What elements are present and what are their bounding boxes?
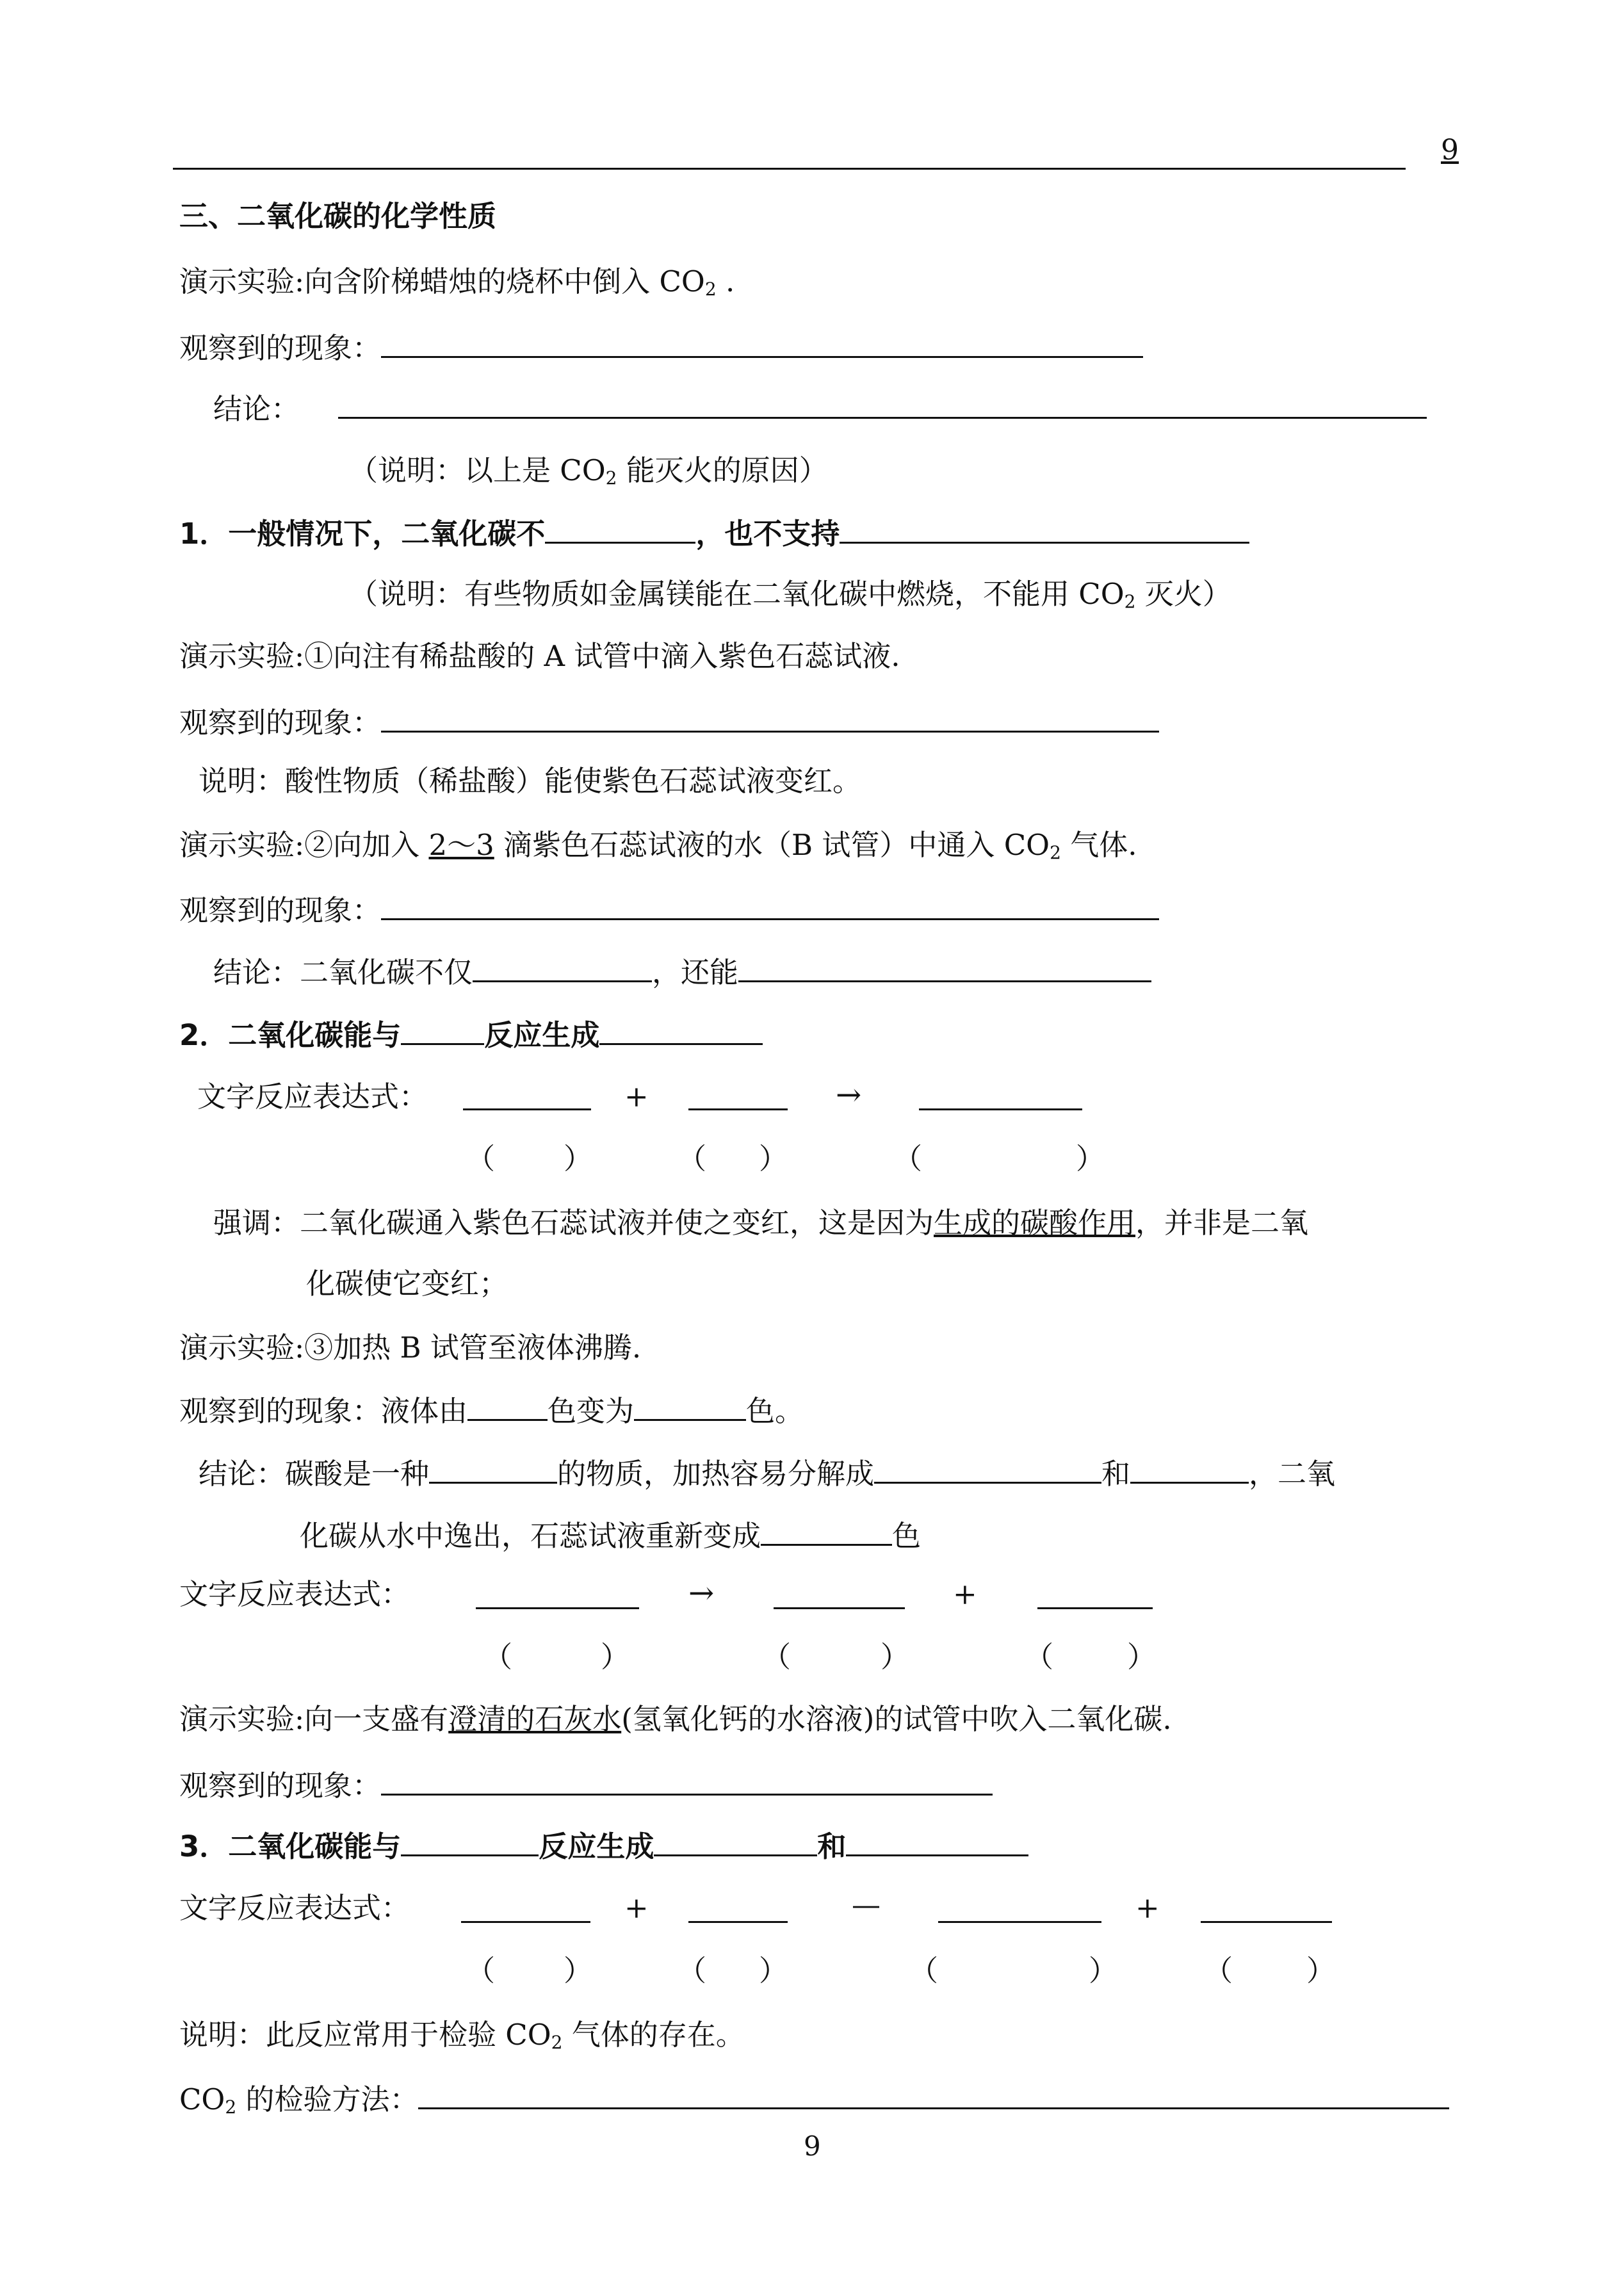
equation-blank[interactable] xyxy=(463,1108,591,1110)
answer-blank[interactable] xyxy=(467,1390,548,1421)
word-equation-label-3: 文字反应表达式： xyxy=(179,1891,410,1925)
note-1: （说明：以上是 $CO_2$ 能灭火的原因） xyxy=(349,453,828,489)
formula-paren-close: ） xyxy=(881,1640,910,1674)
observation-line-1: 观察到的现象： xyxy=(179,327,1143,368)
emphasis-line-2: 化碳使它变红； xyxy=(306,1267,508,1301)
conclusion-line-2: 结论：二氧化碳不仅 ，还能 xyxy=(213,951,1151,992)
formula-paren-open: （ xyxy=(678,1142,707,1176)
reaction-arrow: → xyxy=(836,1077,862,1113)
answer-blank[interactable] xyxy=(473,951,652,982)
answer-blank[interactable] xyxy=(1130,1452,1249,1484)
header-page-number: 9 xyxy=(1441,134,1459,166)
answer-blank[interactable] xyxy=(874,1452,1101,1484)
answer-blank[interactable] xyxy=(429,1452,557,1484)
observation-line-3: 观察到的现象： xyxy=(179,889,1159,930)
item-1: 1．一般情况下，二氧化碳不 ，也不支持 xyxy=(179,512,1249,553)
answer-blank[interactable] xyxy=(840,512,1249,544)
demo-experiment-2: 演示实验:①向注有稀盐酸的 A 试管中滴入紫色石蕊试液. xyxy=(179,639,900,673)
co2-test-method: $CO_2$ 的检验方法： xyxy=(179,2078,1449,2127)
formula-paren-open: （ xyxy=(893,1142,923,1176)
demo-experiment-1: 演示实验:向含阶梯蜡烛的烧杯中倒入 $CO_2$ . xyxy=(179,264,735,300)
answer-blank[interactable] xyxy=(761,1514,892,1546)
demo-experiment-5: 演示实验:向一支盛有澄清的石灰水(氢氧化钙的水溶液)的试管中吹入二氧化碳. xyxy=(179,1702,1172,1736)
plus-sign: + xyxy=(1135,1891,1160,1925)
formula-paren-open: （ xyxy=(909,1954,939,1988)
answer-blank[interactable] xyxy=(381,889,1159,920)
observation-line-2: 观察到的现象： xyxy=(179,701,1159,742)
reaction-arrow: → xyxy=(688,1575,715,1611)
answer-blank[interactable] xyxy=(634,1390,746,1421)
note-2: （说明：有些物质如金属镁能在二氧化碳中燃烧，不能用 $CO_2$ 灭火） xyxy=(349,577,1231,612)
equation-blank[interactable] xyxy=(461,1921,590,1923)
demo-experiment-4: 演示实验:③加热 B 试管至液体沸腾. xyxy=(179,1331,642,1365)
equation-blank[interactable] xyxy=(688,1921,788,1923)
conclusion-line-1: 结论： xyxy=(213,387,1427,428)
formula-paren-close: ） xyxy=(601,1640,630,1674)
answer-blank[interactable] xyxy=(545,512,695,544)
answer-blank[interactable] xyxy=(418,2078,1449,2109)
equation-blank[interactable] xyxy=(774,1607,905,1609)
note-4: 说明：此反应常用于检验 $CO_2$ 气体的存在。 xyxy=(179,2018,745,2053)
formula-paren-close: ） xyxy=(1076,1142,1105,1176)
word-equation-label-1: 文字反应表达式： xyxy=(197,1080,428,1114)
formula-paren-open: （ xyxy=(1204,1954,1233,1988)
reaction-dash: — xyxy=(852,1888,881,1922)
item-2: 2．二氧化碳能与 反应生成 xyxy=(179,1014,763,1055)
formula-paren-close: ） xyxy=(1306,1954,1336,1988)
formula-paren-close: ） xyxy=(1089,1954,1118,1988)
answer-blank[interactable] xyxy=(599,1014,763,1045)
answer-blank[interactable] xyxy=(381,701,1159,733)
section-title: 三、二氧化碳的化学性质 xyxy=(179,199,497,233)
formula-paren-close: ） xyxy=(759,1954,788,1988)
conclusion-line-3b: 化碳从水中逸出，石蕊试液重新变成 色 xyxy=(300,1514,921,1555)
note-3: 说明：酸性物质（稀盐酸）能使紫色石蕊试液变红。 xyxy=(199,764,862,798)
answer-blank[interactable] xyxy=(738,951,1151,982)
conclusion-line-3: 结论：碳酸是一种 的物质，加热容易分解成 和 ，二氧 xyxy=(199,1452,1335,1493)
equation-blank[interactable] xyxy=(1037,1607,1153,1609)
answer-blank[interactable] xyxy=(381,327,1143,358)
plus-sign: + xyxy=(624,1080,649,1114)
formula-paren-open: （ xyxy=(1025,1640,1054,1674)
formula-paren-open: （ xyxy=(762,1640,792,1674)
observation-line-4: 观察到的现象：液体由 色变为 色。 xyxy=(179,1390,804,1431)
formula-paren-open: （ xyxy=(483,1640,513,1674)
answer-blank[interactable] xyxy=(401,1014,484,1045)
demo-experiment-3: 演示实验:②向加入 2～3 滴紫色石蕊试液的水（B 试管）中通入 $CO_2$ 气体. xyxy=(179,828,1137,863)
formula-paren-close: ） xyxy=(1127,1640,1157,1674)
word-equation-label-2: 文字反应表达式： xyxy=(179,1577,410,1611)
formula-paren-open: （ xyxy=(678,1954,707,1988)
formula-paren-open: （ xyxy=(466,1142,496,1176)
answer-blank[interactable] xyxy=(381,1764,993,1796)
header-rule xyxy=(173,168,1406,170)
plus-sign: + xyxy=(953,1577,977,1611)
answer-blank[interactable] xyxy=(338,387,1427,419)
footer-page-number: 9 xyxy=(804,2130,821,2162)
formula-paren-close: ） xyxy=(759,1142,788,1176)
equation-blank[interactable] xyxy=(938,1921,1101,1923)
emphasis-line-1: 强调：二氧化碳通入紫色石蕊试液并使之变红，这是因为生成的碳酸作用，并非是二氧 xyxy=(213,1206,1309,1240)
item-3: 3．二氧化碳能与 反应生成 和 xyxy=(179,1825,1028,1866)
answer-blank[interactable] xyxy=(654,1825,817,1856)
formula-paren-open: （ xyxy=(466,1954,496,1988)
equation-blank[interactable] xyxy=(476,1607,639,1609)
formula-paren-close: ） xyxy=(564,1142,593,1176)
plus-sign: + xyxy=(624,1891,649,1925)
equation-blank[interactable] xyxy=(919,1108,1082,1110)
observation-line-5: 观察到的现象： xyxy=(179,1764,993,1805)
formula-paren-close: ） xyxy=(564,1954,593,1988)
equation-blank[interactable] xyxy=(1201,1921,1332,1923)
answer-blank[interactable] xyxy=(846,1825,1028,1856)
equation-blank[interactable] xyxy=(688,1108,788,1110)
answer-blank[interactable] xyxy=(401,1825,539,1856)
